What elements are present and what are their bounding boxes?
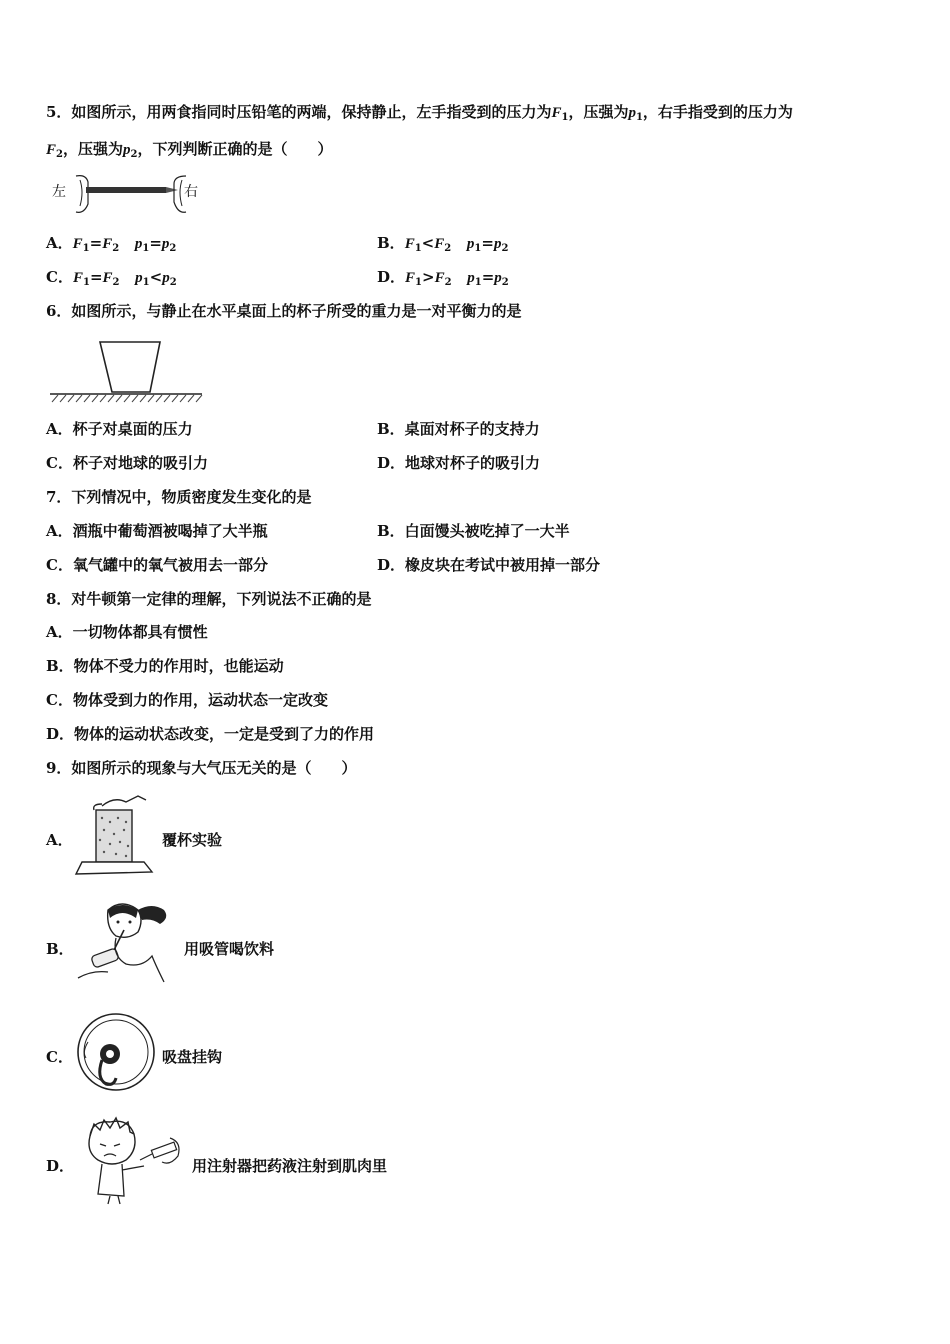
q5-option-d[interactable]: D．$F_1>F_2$ $p_1=p_2$ (377, 268, 509, 288)
q5-option-a[interactable]: A．$F_1=F_2$ $p_1=p_2$ (46, 234, 177, 254)
boy-injection-icon (74, 1116, 190, 1206)
q6-option-b[interactable]: B．桌面对杯子的支持力 (377, 420, 540, 438)
drinking-straw-figure (72, 896, 182, 988)
q8-option-c[interactable]: C．物体受到力的作用，运动状态一定改变 (46, 691, 328, 709)
syringe-figure (74, 1116, 190, 1206)
cup-figure (50, 338, 206, 408)
q9-option-b-letter[interactable]: B． (46, 940, 74, 958)
q8-option-b[interactable]: B．物体不受力的作用时，也能运动 (46, 657, 284, 675)
suction-cup-hook-icon (76, 1012, 160, 1092)
q9-option-d-text[interactable]: 用注射器把药液注射到肌肉里 (192, 1157, 388, 1175)
inverted-cup-icon (74, 792, 160, 878)
q9-option-b-text[interactable]: 用吸管喝饮料 (184, 940, 275, 958)
right-label: 右 (184, 184, 198, 200)
q7-stem: 7．下列情况中，物质密度发生变化的是 (46, 488, 312, 506)
q9-option-a-letter[interactable]: A． (46, 831, 73, 849)
suction-hook-figure (76, 1012, 160, 1092)
q5-stem-line2: $F_2$，压强为$p_2$，下列判断正确的是（ ） (46, 140, 333, 160)
q6-option-c[interactable]: C．杯子对地球的吸引力 (46, 454, 208, 472)
q8-option-a[interactable]: A．一切物体都具有惯性 (46, 623, 208, 641)
inverted-cup-figure (74, 792, 160, 878)
girl-drinking-icon (72, 896, 182, 988)
q9-option-d-letter[interactable]: D． (46, 1157, 75, 1175)
q9-option-c-text[interactable]: 吸盘挂钩 (162, 1048, 223, 1066)
q6-stem: 6．如图所示，与静止在水平桌面上的杯子所受的重力是一对平衡力的是 (46, 302, 522, 320)
q5-stem-line1: 5．如图所示，用两食指同时压铅笔的两端，保持静止，左手指受到的压力为$F_1$，压强为$p_1$，右手指受到的压力为 (46, 103, 793, 123)
q5-option-b[interactable]: B．$F_1<F_2$ $p_1=p_2$ (377, 234, 509, 254)
q7-option-c[interactable]: C．氧气罐中的氧气被用去一部分 (46, 556, 268, 574)
q7-option-d[interactable]: D．橡皮块在考试中被用掉一部分 (377, 556, 601, 574)
q6-option-a[interactable]: A．杯子对桌面的压力 (46, 420, 193, 438)
q8-stem: 8．对牛顿第一定律的理解，下列说法不正确的是 (46, 590, 372, 608)
q7-option-b[interactable]: B．白面馒头被吃掉了一大半 (377, 522, 570, 540)
q7-option-a[interactable]: A．酒瓶中葡萄酒被喝掉了大半瓶 (46, 522, 268, 540)
q9-stem: 9．如图所示的现象与大气压无关的是（ ） (46, 759, 357, 777)
q9-option-c-letter[interactable]: C． (46, 1048, 73, 1066)
left-label: 左 (52, 184, 66, 200)
q9-option-a-text[interactable]: 覆杯实验 (162, 831, 223, 849)
q5-option-c[interactable]: C．$F_1=F_2$ $p_1<p_2$ (46, 268, 177, 288)
cup-on-table-icon (50, 338, 206, 408)
q8-option-d[interactable]: D．物体的运动状态改变，一定是受到了力的作用 (46, 725, 375, 743)
pencil-figure (50, 172, 210, 218)
q6-option-d[interactable]: D．地球对杯子的吸引力 (377, 454, 541, 472)
